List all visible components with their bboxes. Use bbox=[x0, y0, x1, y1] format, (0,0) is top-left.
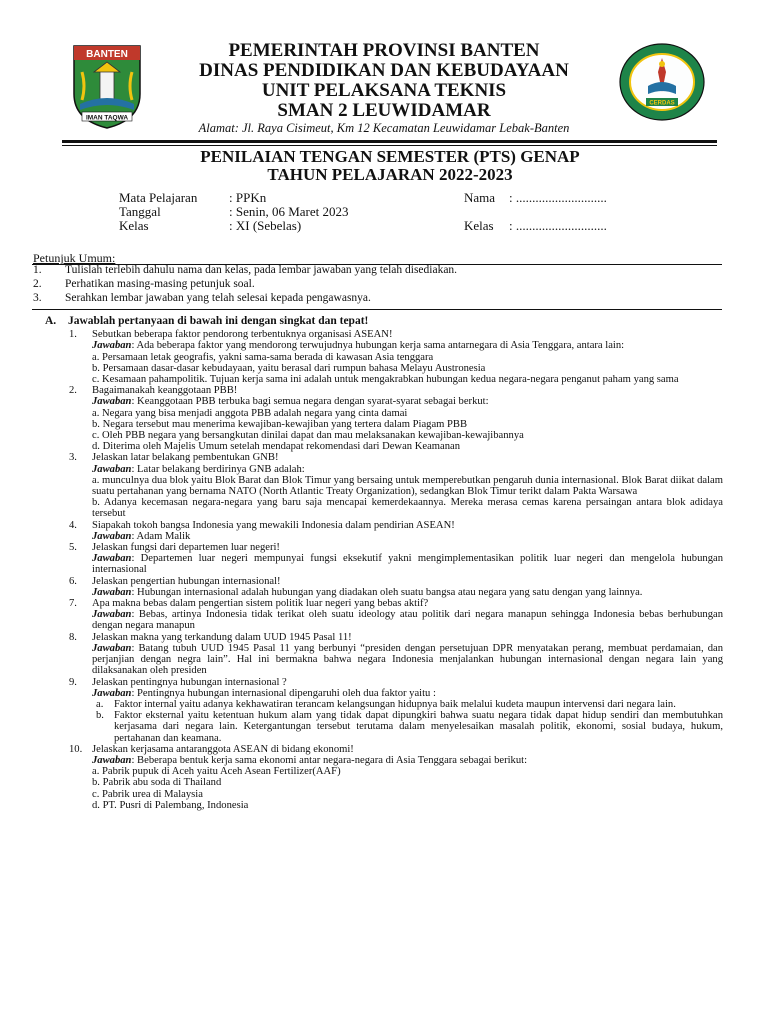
answer-5: Jawaban: Departemen luar negeri mempunyai fungsi eksekutif yakni mengimplementasikan politik luar negeri dan mengelola hubungan internasional bbox=[92, 553, 723, 576]
question-3: 3. Jelaskan latar belakang pembentukan GNB! bbox=[69, 452, 279, 464]
kelas-value: : XI (Sebelas) bbox=[229, 218, 302, 233]
header-department: DINAS PENDIDIKAN DAN KEBUDAYAAN bbox=[199, 60, 569, 81]
tanggal-label: Tanggal bbox=[119, 204, 161, 219]
instruction-item: 2. Perhatikan masing-masing petunjuk soal. bbox=[33, 278, 255, 290]
answer-item: b. Adanya kecemasan negara-negara yang baru saja mencapai kemerdekaannya. Mereka merasa cemas karena persaingan antara blok adidaya tersebut bbox=[92, 497, 723, 520]
answer-7: Jawaban: Bebas, artinya Indonesia tidak terikat oleh suatu ideology atau politik dari negara manapun sehingga Indonesia bebas berhubungan dengan negara manapun bbox=[92, 609, 723, 632]
header-school: SMAN 2 LEUWIDAMAR bbox=[277, 100, 491, 121]
questions-section bbox=[45, 316, 723, 811]
question-6: 6. Jelaskan pengertian hubungan internasional! bbox=[69, 575, 281, 587]
answer-9: Jawaban: Pentingnya hubungan internasional dipengaruhi oleh dua faktor yaitu : bbox=[92, 687, 436, 699]
answer-item: b. Negara tersebut mau menerima kewajiban-kewajiban yang tertera dalam Piagam PBB bbox=[92, 418, 468, 430]
answer-subitem: b. Faktor eksternal yaitu ketentuan hukum alam yang tidak dapat dipungkiri bahwa suatu negara tidak dapat hidup sendiri dan membutuhkan kerjasama dari negara lain. Ketergantungan tersebut terutama dalam menyelesaikan masalah politik, ekonomi, sosial budaya, hukum, pertahanan dan keamana. bbox=[96, 710, 723, 744]
tanggal-value: : Senin, 06 Maret 2023 bbox=[229, 204, 349, 219]
instruction-item: 3. Serahkan lembar jawaban yang telah selesai kepada pengawasnya. bbox=[33, 292, 371, 304]
answer-item: a. munculnya dua blok yaitu Blok Barat dan Blok Timur yang bersaing untuk memperebutkan pengaruh dunia internasional. Blok Barat diikat dalam suatu pertahanan yang bernama NATO (North Atlantic Treaty Organization), sedangkan Blok Timur terikt dalam Pakta Warsawa bbox=[92, 474, 723, 498]
question-1: 1. Sebutkan beberapa faktor pendorong terbentuknya organisasi ASEAN! bbox=[69, 329, 393, 341]
answer-6: Jawaban: Hubungan internasional adalah hubungan yang diadakan oleh suatu bangsa atau negara yang satu dengan yang lainnya. bbox=[92, 586, 643, 598]
mapel-value: : PPKn bbox=[229, 190, 267, 205]
question-8: 8. Jelaskan makna yang terkandung dalam UUD 1945 Pasal 11! bbox=[69, 631, 352, 643]
answer-subitem: a. Faktor internal yaitu adanya kekhawatiran terancam kelangsungan hidupnya baik melalui kudeta maupun intervensi dari negara lain. bbox=[96, 698, 676, 710]
banten-logo bbox=[70, 42, 144, 130]
header-address: Alamat: Jl. Raya Cisimeut, Km 12 Kecamatan Leuwidamar Lebak-Banten bbox=[198, 121, 570, 135]
question-10: 10. Jelaskan kerjasama antaranggota ASEAN di bidang ekonomi! bbox=[69, 743, 354, 755]
exam-year: TAHUN PELAJARAN 2022-2023 bbox=[267, 165, 513, 184]
mapel-label: Mata Pelajaran bbox=[119, 190, 198, 205]
answer-item: c. Kesamaan pahampolitik. Tujuan kerja sama ini adalah untuk mengakrabkan hubungan kedua negara-negara penganut paham yang sama bbox=[92, 374, 679, 386]
nama-field: : ............................ bbox=[509, 190, 607, 205]
header-divider-thick bbox=[62, 140, 717, 143]
header-divider-thin bbox=[62, 145, 717, 146]
logo-left-bottom-text: IMAN TAQWA bbox=[85, 114, 129, 122]
logo-right-text: CERDAS bbox=[649, 100, 675, 107]
answer-1: Jawaban: Ada beberapa faktor yang mendorong terwujudnya hubungan kerja sama antarnegara di Asia Tenggara, antara lain: bbox=[92, 340, 625, 352]
answer-item: b. Persamaan dasar-dasar kebudayaan, yaitu berasal dari rumpun bahasa Melayu Austronesia bbox=[92, 362, 486, 374]
answer-item: d. Diterima oleh Majelis Umum setelah mendapat rekomendasi dari Dewan Keamanan bbox=[92, 441, 461, 453]
nama-label: Nama bbox=[464, 190, 496, 205]
logo-left-top-text: BANTEN bbox=[86, 49, 128, 60]
question-9: 9. Jelaskan pentingnya hubungan internasional ? bbox=[69, 676, 287, 688]
answer-item: c. Oleh PBB negara yang bersangkutan dinilai dapat dan mau melaksanakan kewajiban-kewajibannya bbox=[92, 430, 524, 442]
question-5: 5. Jelaskan fungsi dari departemen luar negeri! bbox=[69, 542, 280, 554]
answer-item: d. PT. Pusri di Palembang, Indonesia bbox=[92, 799, 249, 811]
answer-2: Jawaban: Keanggotaan PBB terbuka bagi semua negara dengan syarat-syarat sebagai berkut: bbox=[92, 396, 489, 408]
answer-item: b. Pabrik abu soda di Thailand bbox=[92, 777, 222, 789]
answer-item: a. Negara yang bisa menjadi anggota PBB adalah negara yang cinta damai bbox=[92, 407, 408, 419]
answer-item: a. Pabrik pupuk di Aceh yaitu Aceh Asean Fertilizer(AAF) bbox=[92, 766, 341, 778]
section-heading: A. Jawablah pertanyaan di bawah ini dengan singkat dan tepat! bbox=[45, 315, 369, 327]
school-logo bbox=[618, 42, 706, 122]
header-unit: UNIT PELAKSANA TEKNIS bbox=[261, 80, 507, 101]
answer-3: Jawaban: Latar belakang berdirinya GNB adalah: bbox=[92, 463, 305, 475]
answer-8: Jawaban: Batang tubuh UUD 1945 Pasal 11 yang berbunyi “presiden dengan persetujuan DPR menyatakan perang, membuat perdamaian, dan perjanjian dengan negra lain”. Hal ini bermakna bahwa negara Indonesia menjalankan hubungan internasional dengan negara lain yang dilaksanakan oleh presiden bbox=[92, 642, 723, 677]
question-2: 2. Bagaimanakah keanggotaan PBB! bbox=[69, 385, 238, 397]
answer-item: a. Persamaan letak geografis, yakni sama-sama berada di kawasan Asia tenggara bbox=[92, 351, 434, 363]
answer-4: Jawaban: Adam Malik bbox=[92, 530, 191, 542]
question-4: 4. Siapakah tokoh bangsa Indonesia yang mewakili Indonesia dalam pendirian ASEAN! bbox=[69, 519, 455, 531]
instruction-item: 1. Tulislah terlebih dahulu nama dan kelas, pada lembar jawaban yang telah disediakan. bbox=[33, 264, 458, 276]
answer-item: c. Pabrik urea di Malaysia bbox=[92, 788, 203, 800]
section-divider bbox=[32, 309, 722, 310]
header-government: PEMERINTAH PROVINSI BANTEN bbox=[228, 40, 540, 61]
kelas2-label: Kelas bbox=[464, 218, 494, 233]
exam-title: PENILAIAN TENGAN SEMESTER (PTS) GENAP bbox=[200, 147, 580, 166]
question-7: 7. Apa makna bebas dalam pengertian sistem politik luar negeri yang bebas aktif? bbox=[69, 598, 429, 610]
kelas-label: Kelas bbox=[119, 218, 149, 233]
answer-10: Jawaban: Beberapa bentuk kerja sama ekonomi antar negara-negara di Asia Tenggara sebagai berikut: bbox=[92, 754, 528, 766]
instructions-title: Petunjuk Umum: bbox=[33, 251, 116, 265]
kelas2-field: : ............................ bbox=[509, 218, 607, 233]
